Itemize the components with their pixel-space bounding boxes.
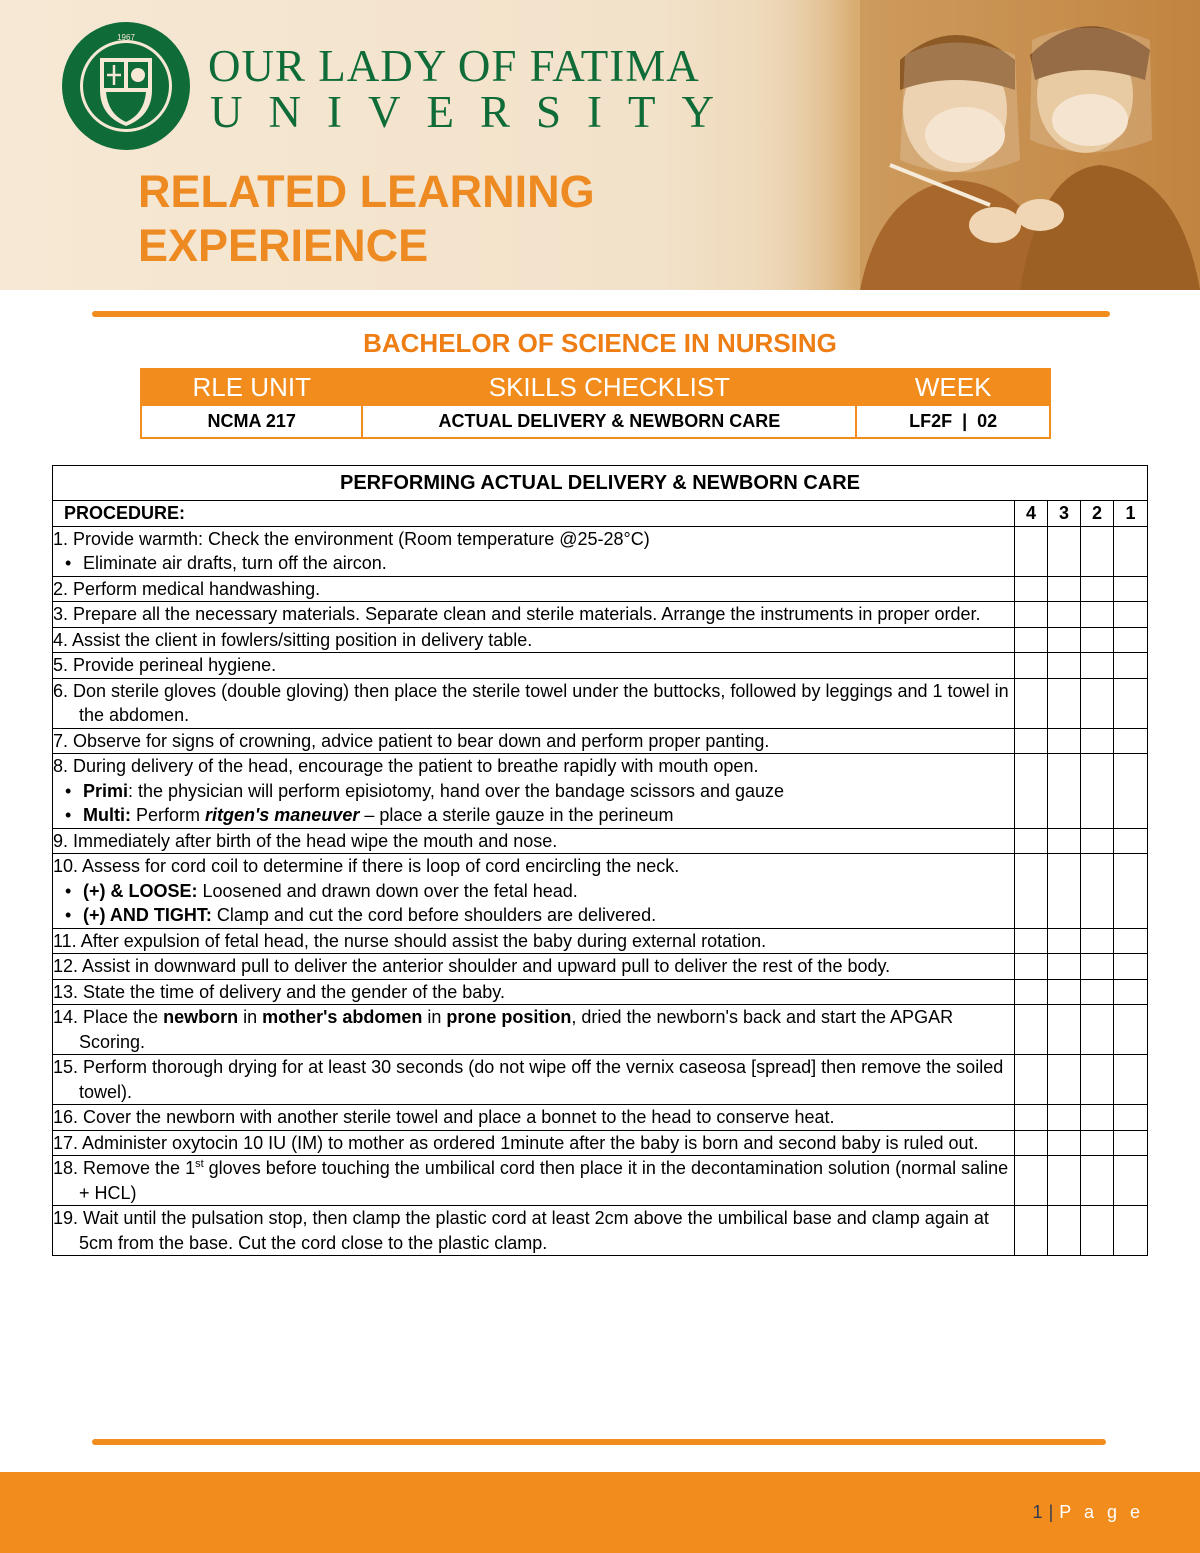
score-cell-3[interactable] — [1048, 1156, 1081, 1206]
skills-checklist-header: SKILLS CHECKLIST — [362, 369, 856, 405]
score-cell-1[interactable] — [1114, 576, 1148, 602]
score-cell-4[interactable] — [1015, 576, 1048, 602]
rle-unit-header: RLE UNIT — [141, 369, 362, 405]
table-row — [53, 954, 1148, 980]
rle-unit-value: NCMA 217 — [141, 405, 362, 438]
score-cell-4[interactable] — [1015, 1105, 1048, 1131]
table-row — [53, 754, 1148, 829]
score-cell-4[interactable] — [1015, 828, 1048, 854]
checklist-title: PERFORMING ACTUAL DELIVERY & NEWBORN CARE — [53, 466, 1148, 501]
score-cell-2[interactable] — [1081, 653, 1114, 679]
score-cell-2[interactable] — [1081, 602, 1114, 628]
table-row — [53, 602, 1148, 628]
procedure-step-12 — [53, 954, 1015, 980]
step-text: 10. Assess for cord coil to determine if there is loop of cord encircling the neck. — [53, 856, 680, 876]
procedure-step-5 — [53, 653, 1015, 679]
score-cell-2[interactable] — [1081, 576, 1114, 602]
score-cell-3[interactable] — [1048, 678, 1081, 728]
university-name-line1: OUR LADY OF FATIMA — [208, 41, 700, 91]
score-cell-4[interactable] — [1015, 928, 1048, 954]
procedure-step-8 — [53, 754, 1015, 829]
table-row — [53, 678, 1148, 728]
step-text: 15. Perform thorough drying for at least 30 seconds (do not wipe off the vernix caseosa [spread] then remove the soiled towel). — [53, 1057, 1004, 1102]
logo-year: 1967 — [117, 33, 135, 42]
score-cell-4[interactable] — [1015, 979, 1048, 1005]
procedure-step-14 — [53, 1005, 1015, 1055]
step-text: 11. After expulsion of fetal head, the nurse should assist the baby during external rotation. — [53, 930, 767, 951]
bullet-bold: (+) AND TIGHT: — [83, 905, 212, 925]
step-text: 1. Provide warmth: Check the environment (Room temperature @25-28°C) — [53, 528, 650, 549]
ordinal-superscript: st — [195, 1158, 204, 1170]
score-cell-2[interactable] — [1081, 728, 1114, 754]
score-cell-2[interactable] — [1081, 979, 1114, 1005]
score-cell-2[interactable] — [1081, 828, 1114, 854]
procedure-step-3 — [53, 602, 1015, 628]
page-number: 1 — [1032, 1502, 1044, 1522]
table-row — [53, 627, 1148, 653]
score-cell-1[interactable] — [1114, 526, 1148, 576]
score-cell-1[interactable] — [1114, 928, 1148, 954]
procedure-step-13 — [53, 979, 1015, 1005]
bullet-text: : the physician will perform episiotomy, hand over the bandage scissors and gauze — [128, 780, 785, 801]
step-bullet: • Eliminate air drafts, turn off the aircon. — [53, 551, 1014, 576]
table-row — [53, 1206, 1148, 1256]
score-cell-3[interactable] — [1048, 979, 1081, 1005]
score-cell-3[interactable] — [1048, 1130, 1081, 1156]
score-cell-2[interactable] — [1081, 526, 1114, 576]
step-bullet-multi — [53, 803, 1014, 828]
score-cell-1[interactable] — [1114, 602, 1148, 628]
score-cell-4[interactable] — [1015, 1156, 1048, 1206]
score-cell-3[interactable] — [1048, 954, 1081, 980]
step-text — [53, 1005, 1014, 1054]
step-bold-abdomen: mother's abdomen — [262, 1007, 423, 1027]
step-text: 12. Assist in downward pull to deliver the anterior shoulder and upward pull to deliver the rest of the body. — [53, 956, 891, 976]
score-cell-1[interactable] — [1114, 1156, 1148, 1206]
score-cell-4[interactable] — [1015, 1005, 1048, 1055]
week-value: LF2F | 02 — [856, 405, 1050, 438]
score-cell-1[interactable] — [1114, 678, 1148, 728]
score-cell-3[interactable] — [1048, 1005, 1081, 1055]
procedure-step-17 — [53, 1130, 1015, 1156]
step-text: 3. Prepare all the necessary materials. Separate clean and sterile materials. Arrange the instruments in proper order. — [53, 604, 981, 624]
university-name-line2: UNIVERSITY — [210, 87, 740, 137]
bottom-divider — [92, 1439, 1106, 1445]
procedure-checklist-table — [52, 465, 1148, 1256]
procedure-step-2 — [53, 576, 1015, 602]
score-cell-2[interactable] — [1081, 678, 1114, 728]
procedure-label: PROCEDURE: — [53, 501, 1015, 527]
step-text: 16. Cover the newborn with another sterile towel and place a bonnet to the head to conserve heat. — [53, 1107, 835, 1127]
score-header-1: 1 — [1114, 501, 1148, 527]
program-title: BACHELOR OF SCIENCE IN NURSING — [363, 328, 837, 358]
score-cell-4[interactable] — [1015, 602, 1048, 628]
score-cell-4[interactable] — [1015, 526, 1048, 576]
score-cell-2[interactable] — [1081, 1005, 1114, 1055]
bullet-text: – place a sterile gauze in the perineum — [359, 805, 674, 825]
nursing-students-photo — [740, 0, 1200, 290]
score-cell-3[interactable] — [1048, 1206, 1081, 1256]
score-header-2: 2 — [1081, 501, 1114, 527]
table-row — [53, 828, 1148, 854]
score-cell-2[interactable] — [1081, 928, 1114, 954]
step-bullet-primi — [53, 779, 1014, 804]
banner-title-line2: EXPERIENCE — [138, 220, 429, 271]
bullet-text: Perform — [130, 805, 205, 825]
procedure-step-7 — [53, 728, 1015, 754]
step-bold-newborn: newborn — [163, 1007, 239, 1027]
bullet-text: Loosened and drawn down over the fetal head. — [197, 880, 578, 901]
score-cell-4[interactable] — [1015, 754, 1048, 829]
score-cell-1[interactable] — [1114, 728, 1148, 754]
table-row — [53, 653, 1148, 679]
banner-title-line1: RELATED LEARNING — [138, 166, 595, 217]
score-cell-3[interactable] — [1048, 1105, 1081, 1131]
bullet-bold: Multi: — [83, 805, 131, 825]
score-cell-3[interactable] — [1048, 854, 1081, 929]
score-cell-1[interactable] — [1114, 854, 1148, 929]
score-cell-3[interactable] — [1048, 526, 1081, 576]
bullet-text: Clamp and cut the cord before shoulders are delivered. — [211, 905, 657, 925]
score-cell-4[interactable] — [1015, 1206, 1048, 1256]
table-row — [53, 1156, 1148, 1206]
score-cell-2[interactable] — [1081, 1055, 1114, 1105]
page-word: P a g e — [1059, 1502, 1144, 1522]
procedure-step-10 — [53, 854, 1015, 929]
top-divider — [92, 311, 1110, 317]
score-header-4: 4 — [1015, 501, 1048, 527]
step-bullet-loose — [53, 879, 1014, 904]
procedure-step-11 — [53, 928, 1015, 954]
page-number-label — [1033, 1502, 1144, 1523]
step-text-part: gloves before touching the umbilical cord then place it in the decontamination solution (normal saline + HCL) — [79, 1158, 1009, 1203]
score-cell-2[interactable] — [1081, 1156, 1114, 1206]
table-row — [53, 854, 1148, 929]
score-cell-1[interactable] — [1114, 828, 1148, 854]
procedure-step-6 — [53, 678, 1015, 728]
step-text: 19. Wait until the pulsation stop, then clamp the plastic cord at least 2cm above the umbilical base and clamp again at 5cm from the base. Cut the cord close to the plastic clamp. — [53, 1208, 989, 1253]
header-banner — [0, 0, 1200, 290]
bullet-bold: (+) & LOOSE: — [83, 880, 198, 901]
table-row — [53, 728, 1148, 754]
score-cell-3[interactable] — [1048, 627, 1081, 653]
step-text: 5. Provide perineal hygiene. — [53, 655, 277, 675]
table-row — [53, 979, 1148, 1005]
score-cell-2[interactable] — [1081, 954, 1114, 980]
procedure-step-16 — [53, 1105, 1015, 1131]
step-bold-prone: prone position — [446, 1007, 572, 1027]
score-cell-4[interactable] — [1015, 627, 1048, 653]
table-row — [53, 928, 1148, 954]
step-text — [53, 1156, 1014, 1205]
step-text: 17. Administer oxytocin 10 IU (IM) to mother as ordered 1minute after the baby is born and second baby is ruled out. — [53, 1132, 979, 1153]
step-text: 8. During delivery of the head, encourage the patient to breathe rapidly with mouth open. — [53, 756, 759, 776]
table-row — [53, 1130, 1148, 1156]
skills-checklist-value: ACTUAL DELIVERY & NEWBORN CARE — [362, 405, 856, 438]
score-cell-2[interactable] — [1081, 1105, 1114, 1131]
step-text-part: 18. Remove the 1 — [53, 1158, 196, 1178]
score-cell-3[interactable] — [1048, 754, 1081, 829]
step-text-part: , dried the newborn's back and start the APGAR Scoring. — [79, 1007, 954, 1052]
bullet-emphasis: ritgen's maneuver — [205, 805, 360, 825]
score-cell-4[interactable] — [1015, 854, 1048, 929]
procedure-step-1 — [53, 526, 1015, 576]
procedure-step-18 — [53, 1156, 1015, 1206]
score-cell-4[interactable] — [1015, 1130, 1048, 1156]
step-text: 13. State the time of delivery and the gender of the baby. — [53, 981, 505, 1002]
procedure-step-4 — [53, 627, 1015, 653]
step-text-part: in — [238, 1007, 263, 1027]
step-bullet-tight — [53, 903, 1014, 928]
procedure-step-15 — [53, 1055, 1015, 1105]
score-cell-4[interactable] — [1015, 1055, 1048, 1105]
week-header: WEEK — [856, 369, 1050, 405]
table-row — [53, 1105, 1148, 1131]
procedure-step-19 — [53, 1206, 1015, 1256]
score-cell-1[interactable] — [1114, 754, 1148, 829]
score-cell-3[interactable] — [1048, 728, 1081, 754]
score-cell-1[interactable] — [1114, 1206, 1148, 1256]
score-cell-2[interactable] — [1081, 754, 1114, 829]
step-text: 2. Perform medical handwashing. — [53, 578, 321, 599]
table-row — [53, 576, 1148, 602]
score-cell-3[interactable] — [1048, 653, 1081, 679]
score-cell-4[interactable] — [1015, 728, 1048, 754]
step-text-part: 14. Place the — [53, 1007, 164, 1027]
table-row — [53, 526, 1148, 576]
procedure-step-9 — [53, 828, 1015, 854]
score-cell-3[interactable] — [1048, 928, 1081, 954]
score-cell-2[interactable] — [1081, 1130, 1114, 1156]
score-cell-1[interactable] — [1114, 1105, 1148, 1131]
score-cell-1[interactable] — [1114, 1005, 1148, 1055]
course-info-table — [140, 368, 1051, 439]
score-cell-1[interactable] — [1114, 954, 1148, 980]
score-cell-3[interactable] — [1048, 602, 1081, 628]
score-cell-4[interactable] — [1015, 678, 1048, 728]
score-cell-3[interactable] — [1048, 828, 1081, 854]
score-cell-2[interactable] — [1081, 854, 1114, 929]
page-separator: | — [1048, 1502, 1054, 1522]
table-row — [53, 1005, 1148, 1055]
score-cell-4[interactable] — [1015, 653, 1048, 679]
score-cell-4[interactable] — [1015, 954, 1048, 980]
score-cell-1[interactable] — [1114, 1130, 1148, 1156]
step-text: 9. Immediately after birth of the head wipe the mouth and nose. — [53, 830, 558, 851]
step-text: 4. Assist the client in fowlers/sitting position in delivery table. — [53, 629, 533, 650]
score-header-3: 3 — [1048, 501, 1081, 527]
bullet-bold: Primi — [83, 780, 129, 801]
score-cell-3[interactable] — [1048, 576, 1081, 602]
score-cell-2[interactable] — [1081, 1206, 1114, 1256]
score-cell-1[interactable] — [1114, 653, 1148, 679]
score-cell-1[interactable] — [1114, 1055, 1148, 1105]
university-seal-logo — [60, 20, 192, 152]
step-text-part: in — [422, 1007, 447, 1027]
score-cell-3[interactable] — [1048, 1055, 1081, 1105]
page-footer — [0, 1472, 1200, 1553]
score-cell-1[interactable] — [1114, 979, 1148, 1005]
table-row — [53, 1055, 1148, 1105]
step-text: 7. Observe for signs of crowning, advice patient to bear down and perform proper panting. — [53, 730, 770, 751]
step-text: 6. Don sterile gloves (double gloving) then place the sterile towel under the buttocks, followed by leggings and 1 towel in the abdomen. — [53, 680, 1009, 725]
score-cell-2[interactable] — [1081, 627, 1114, 653]
score-cell-1[interactable] — [1114, 627, 1148, 653]
